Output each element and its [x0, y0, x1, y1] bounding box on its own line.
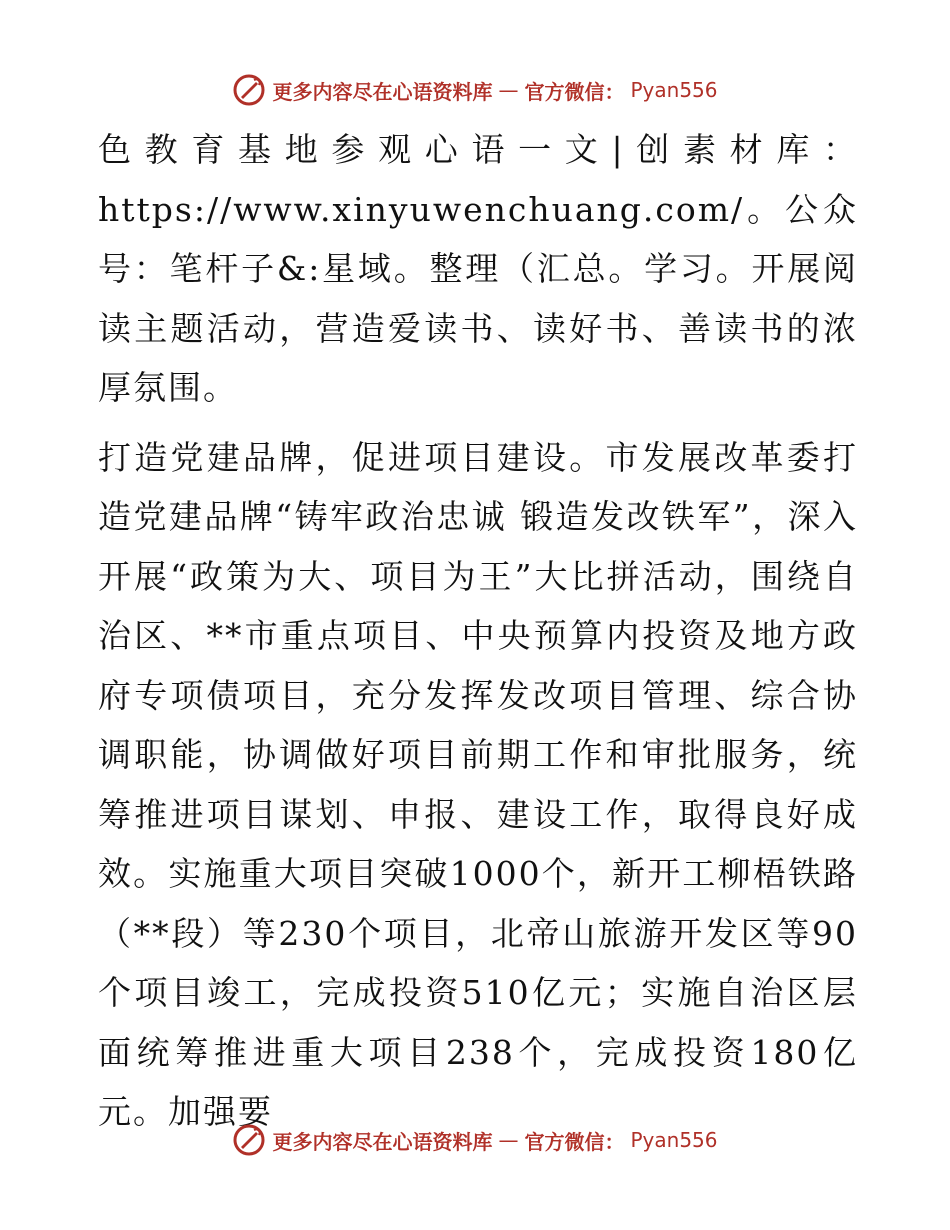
document-body — [98, 120, 858, 1142]
footer-wechat-id: Pyan556 — [630, 1128, 718, 1152]
footer-separator: — — [498, 1128, 519, 1152]
quill-seal-logo-icon — [232, 73, 266, 107]
paragraph-2: 打造党建品牌，促进项目建设。市发展改革委打造党建品牌“铸牢政治忠诚 锻造发改铁军”，深入开展“政策为大、项目为王”大比拼活动，围绕自治区、**市重点项目、中央预算内投资及地方政府专项债项目，充分发挥发改项目管理、综合协调职能，协调做好项目前期工作和审批服务，统筹推进项目谋划、申报、建设工作，取得良好成效。实施重大项目突破1000个，新开工柳梧铁路（**段）等230个项目，北帝山旅游开发区等90个项目竣工，完成投资510亿元；实施自治区层面统筹推进重大项目238个，完成投资180亿元。加强要 — [98, 437, 858, 1131]
footer-wechat-label: 官方微信： — [524, 1129, 625, 1154]
footer-site-text: 更多内容尽在心语资料库 — [272, 1129, 493, 1154]
banner-wechat-label: 官方微信： — [524, 79, 625, 104]
quill-seal-logo-icon — [232, 1123, 266, 1157]
footer-banner — [0, 1120, 950, 1160]
banner-separator: — — [498, 78, 519, 102]
header-banner — [0, 70, 950, 110]
banner-wechat-id: Pyan556 — [630, 78, 718, 102]
paragraph-1: 色教育基地参观心语一文|创素材库：https://www.xinyuwenchuang.com/。公众号：笔杆子&:星域。整理（汇总。学习。开展阅读主题活动，营造爱读书、读好书、善读书的浓厚氛围。 — [98, 130, 858, 407]
banner-site-text: 更多内容尽在心语资料库 — [272, 79, 493, 104]
